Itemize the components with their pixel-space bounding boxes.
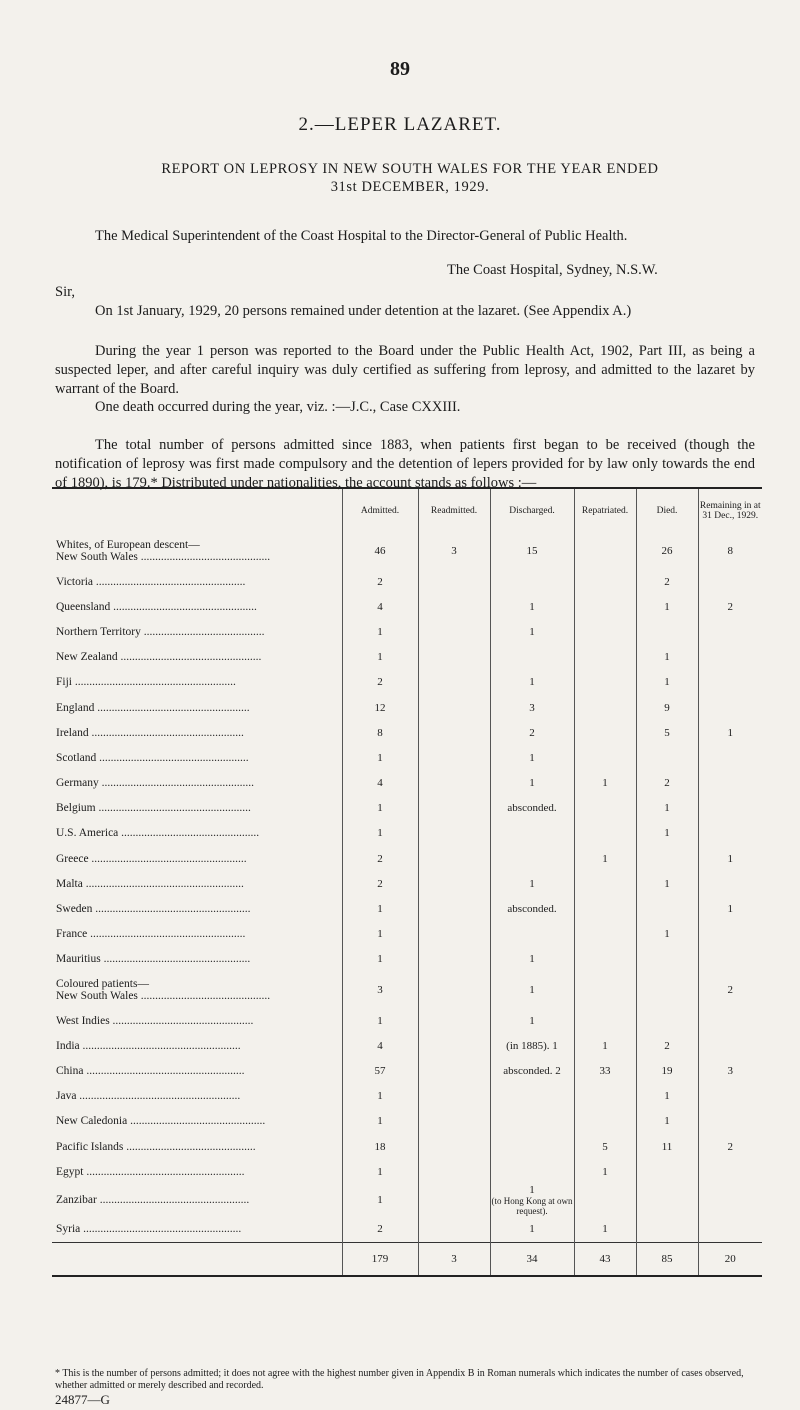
cell-died <box>636 896 698 921</box>
cell-repatriated: 5 <box>574 1134 636 1159</box>
cell-admitted: 4 <box>342 771 418 796</box>
cell-readmitted <box>418 796 490 821</box>
cell-readmitted <box>418 1084 490 1109</box>
table-row <box>52 1216 762 1242</box>
cell-admitted: 2 <box>342 670 418 695</box>
cell-repatriated <box>574 670 636 695</box>
table-row <box>52 569 762 594</box>
totals-row <box>52 1242 762 1276</box>
cell-died <box>636 1184 698 1216</box>
cell-repatriated <box>574 922 636 947</box>
row-label <box>52 670 342 695</box>
section-title: 2.—LEPER LAZARET. <box>298 114 502 135</box>
cell-remaining <box>698 1184 762 1216</box>
table-header-row <box>52 488 762 533</box>
total-remaining: 20 <box>698 1242 762 1276</box>
row-label <box>52 594 342 619</box>
cell-repatriated: 1 <box>574 1216 636 1242</box>
cell-admitted: 2 <box>342 569 418 594</box>
address: The Coast Hospital, Sydney, N.S.W. <box>447 262 658 278</box>
cell-remaining <box>698 821 762 846</box>
row-label <box>52 645 342 670</box>
cell-admitted: 2 <box>342 1216 418 1242</box>
cell-remaining: 2 <box>698 972 762 1008</box>
cell-admitted: 1 <box>342 896 418 921</box>
cell-discharged: absconded. 2 <box>490 1058 574 1083</box>
row-label <box>52 1216 342 1242</box>
cell-readmitted <box>418 1184 490 1216</box>
cell-readmitted <box>418 972 490 1008</box>
row-name: Northern Territory .......................................... <box>56 625 265 638</box>
row-label <box>52 1058 342 1083</box>
cell-repatriated <box>574 594 636 619</box>
cell-died: 2 <box>636 1033 698 1058</box>
row-name: Germany ..................................................... <box>56 777 255 790</box>
table-row <box>52 533 762 569</box>
row-name: New Zealand ................................................. <box>56 651 262 664</box>
row-label <box>52 1008 342 1033</box>
table-row <box>52 1008 762 1033</box>
cell-remaining: 8 <box>698 533 762 569</box>
cell-repatriated <box>574 972 636 1008</box>
cell-readmitted <box>418 594 490 619</box>
cell-remaining <box>698 1159 762 1184</box>
cell-remaining: 2 <box>698 594 762 619</box>
cell-readmitted <box>418 720 490 745</box>
row-label <box>52 1159 342 1184</box>
cell-repatriated <box>574 533 636 569</box>
row-label <box>52 846 342 871</box>
row-label <box>52 1184 342 1216</box>
row-name: Greece ...................................................... <box>56 852 247 865</box>
row-name: New South Wales ............................................. <box>56 551 271 563</box>
cell-discharged: 1 <box>490 745 574 770</box>
cell-discharged: absconded. <box>490 796 574 821</box>
cell-remaining <box>698 695 762 720</box>
print-code: 24877—G <box>55 1392 110 1407</box>
cell-died <box>636 1008 698 1033</box>
cell-remaining: 2 <box>698 1134 762 1159</box>
cell-discharged <box>490 1109 574 1134</box>
cell-discharged: 1 <box>490 619 574 644</box>
cell-readmitted <box>418 1216 490 1242</box>
row-label <box>52 720 342 745</box>
cell-discharged: 1 <box>490 871 574 896</box>
cell-discharged <box>490 1159 574 1184</box>
table-row <box>52 846 762 871</box>
cell-readmitted <box>418 695 490 720</box>
cell-readmitted <box>418 1109 490 1134</box>
cell-admitted: 1 <box>342 645 418 670</box>
table-row <box>52 871 762 896</box>
cell-died <box>636 745 698 770</box>
row-name: China ....................................................... <box>56 1064 245 1077</box>
cell-discharged <box>490 821 574 846</box>
table-row <box>52 745 762 770</box>
cell-admitted: 1 <box>342 745 418 770</box>
table-row <box>52 645 762 670</box>
cell-repatriated <box>574 871 636 896</box>
cell-remaining <box>698 1008 762 1033</box>
paragraph-4: The total number of persons admitted since 1883, when patients first began to be received (though the notification of leprosy was first made compulsory and the detention of lepers provided for by law only towards the end of 1890), is 179.* Distributed under nationalities, the account stands as follows :— <box>55 437 755 491</box>
cell-readmitted <box>418 569 490 594</box>
cell-admitted: 1 <box>342 947 418 972</box>
row-name: Victoria .................................................... <box>56 575 246 588</box>
row-name: Egypt ....................................................... <box>56 1165 245 1178</box>
cell-died: 2 <box>636 771 698 796</box>
row-name: Malta ....................................................... <box>56 877 244 890</box>
cell-repatriated <box>574 1008 636 1033</box>
row-name: New South Wales ............................................. <box>56 990 271 1002</box>
cell-remaining <box>698 645 762 670</box>
cell-died: 9 <box>636 695 698 720</box>
row-name: Zanzibar .................................................... <box>56 1194 250 1207</box>
cell-discharged: 15 <box>490 533 574 569</box>
paragraph-3: One death occurred during the year, viz. :—J.C., Case CXXIII. <box>95 399 461 415</box>
total-readmitted: 3 <box>418 1242 490 1276</box>
cell-died: 1 <box>636 796 698 821</box>
col-header-name <box>52 488 342 533</box>
cell-died: 1 <box>636 1109 698 1134</box>
table-row <box>52 720 762 745</box>
zanzibar-note: (to Hong Kong at own request). <box>491 1196 573 1217</box>
col-header-repatriated: Repatriated. <box>574 488 636 533</box>
cell-remaining <box>698 922 762 947</box>
table-body <box>52 533 762 1276</box>
cell-died: 2 <box>636 569 698 594</box>
group-heading: Coloured patients— <box>56 978 149 990</box>
cell-died <box>636 1159 698 1184</box>
cell-admitted: 1 <box>342 1184 418 1216</box>
cell-readmitted <box>418 1058 490 1083</box>
cell-discharged <box>490 645 574 670</box>
cell-readmitted <box>418 846 490 871</box>
cell-remaining <box>698 670 762 695</box>
row-label <box>52 1109 342 1134</box>
table-row <box>52 1033 762 1058</box>
cell-discharged <box>490 1084 574 1109</box>
cell-readmitted <box>418 619 490 644</box>
table-row <box>52 1084 762 1109</box>
cell-repatriated <box>574 1084 636 1109</box>
cell-readmitted <box>418 1033 490 1058</box>
cell-repatriated <box>574 896 636 921</box>
col-header-died: Died. <box>636 488 698 533</box>
cell-discharged: 1 (to Hong Kong at own request). <box>491 1184 573 1217</box>
cell-remaining <box>698 771 762 796</box>
cell-admitted: 3 <box>342 972 418 1008</box>
cell-remaining <box>698 569 762 594</box>
row-name: England ..................................................... <box>56 701 250 714</box>
table-row <box>52 972 762 1008</box>
cell-admitted: 57 <box>342 1058 418 1083</box>
salutation: Sir, <box>55 284 75 300</box>
cell-discharged: absconded. <box>490 896 574 921</box>
cell-repatriated <box>574 1184 636 1216</box>
cell-discharged: 1 <box>490 947 574 972</box>
cell-repatriated <box>574 947 636 972</box>
cell-discharged <box>490 922 574 947</box>
col-header-discharged: Discharged. <box>490 488 574 533</box>
row-name: India ....................................................... <box>56 1039 241 1052</box>
cell-died: 1 <box>636 645 698 670</box>
cell-remaining <box>698 871 762 896</box>
cell-admitted: 12 <box>342 695 418 720</box>
cell-admitted: 1 <box>342 821 418 846</box>
cell-admitted: 8 <box>342 720 418 745</box>
table-row <box>52 771 762 796</box>
cell-discharged: 1 <box>490 670 574 695</box>
cell-admitted: 1 <box>342 619 418 644</box>
group-heading: Whites, of European descent— <box>56 539 200 551</box>
row-name: New Caledonia ............................................... <box>56 1115 266 1128</box>
cell-readmitted: 3 <box>418 533 490 569</box>
table-row <box>52 1184 762 1216</box>
cell-repatriated <box>574 569 636 594</box>
cell-remaining: 1 <box>698 896 762 921</box>
cell-discharged: 1 <box>490 594 574 619</box>
row-label <box>52 619 342 644</box>
intro-line: The Medical Superintendent of the Coast Hospital to the Director-General of Public Health. <box>95 228 628 244</box>
report-title <box>90 160 730 196</box>
cell-died: 1 <box>636 670 698 695</box>
total-admitted: 179 <box>342 1242 418 1276</box>
cell-admitted: 2 <box>342 846 418 871</box>
cell-discharged <box>490 569 574 594</box>
paragraph-2: During the year 1 person was reported to the Board under the Public Health Act, 1902, Part III, as being a suspected leper, and after careful inquiry was duly certified as suffering from leprosy, and admitted to the lazaret by warrant of the Board. <box>55 343 755 397</box>
cell-died: 11 <box>636 1134 698 1159</box>
row-label <box>52 947 342 972</box>
cell-died <box>636 1216 698 1242</box>
paragraph-1: On 1st January, 1929, 20 persons remained under detention at the lazaret. (See Appendix A.) <box>95 303 632 319</box>
cell-discharged: 1 <box>490 1008 574 1033</box>
cell-repatriated <box>574 619 636 644</box>
cell-died: 26 <box>636 533 698 569</box>
cell-readmitted <box>418 947 490 972</box>
cell-remaining <box>698 1109 762 1134</box>
table-row <box>52 947 762 972</box>
cell-remaining <box>698 947 762 972</box>
row-label <box>52 896 342 921</box>
table-row <box>52 594 762 619</box>
row-label <box>52 821 342 846</box>
cell-readmitted <box>418 1134 490 1159</box>
table-row <box>52 1058 762 1083</box>
cell-readmitted <box>418 1008 490 1033</box>
cell-remaining <box>698 1216 762 1242</box>
cell-repatriated: 1 <box>574 1159 636 1184</box>
row-name: Queensland .................................................. <box>56 600 257 613</box>
row-label <box>52 796 342 821</box>
col-header-readmitted: Readmitted. <box>418 488 490 533</box>
report-title-line1: REPORT ON LEPROSY IN NEW SOUTH WALES FOR THE YEAR ENDED <box>161 161 659 177</box>
cell-died <box>636 972 698 1008</box>
cell-died: 19 <box>636 1058 698 1083</box>
row-name: Ireland ..................................................... <box>56 726 244 739</box>
table-row <box>52 670 762 695</box>
cell-died <box>636 619 698 644</box>
cell-died: 1 <box>636 871 698 896</box>
cell-admitted: 4 <box>342 1033 418 1058</box>
row-name: West Indies ................................................. <box>56 1014 254 1027</box>
cell-readmitted <box>418 745 490 770</box>
cell-remaining: 3 <box>698 1058 762 1083</box>
cell-died <box>636 846 698 871</box>
footnote: * This is the number of persons admitted; it does not agree with the highest number given in Appendix B in Roman numerals which indicates the number of cases observed, whether admitted or merely described and recorded. <box>55 1368 744 1391</box>
cell-readmitted <box>418 645 490 670</box>
cell-repatriated: 1 <box>574 846 636 871</box>
cell-readmitted <box>418 771 490 796</box>
cell-admitted: 1 <box>342 922 418 947</box>
row-label <box>52 1084 342 1109</box>
nationality-table <box>52 487 762 1277</box>
cell-discharged: 2 <box>490 720 574 745</box>
cell-remaining <box>698 796 762 821</box>
row-name: Java ........................................................ <box>56 1090 241 1103</box>
row-name: France ...................................................... <box>56 928 246 941</box>
cell-discharged: 3 <box>490 695 574 720</box>
cell-admitted: 2 <box>342 871 418 896</box>
cell-died: 1 <box>636 594 698 619</box>
row-label <box>52 771 342 796</box>
cell-repatriated <box>574 796 636 821</box>
row-label <box>52 922 342 947</box>
cell-readmitted <box>418 871 490 896</box>
row-name: U.S. America ................................................ <box>56 827 260 840</box>
table-row <box>52 896 762 921</box>
cell-remaining: 1 <box>698 720 762 745</box>
cell-readmitted <box>418 670 490 695</box>
col-header-remaining: Remaining in at 31 Dec., 1929. <box>698 488 762 533</box>
cell-discharged <box>490 846 574 871</box>
table-row <box>52 1159 762 1184</box>
row-label <box>52 569 342 594</box>
cell-readmitted <box>418 922 490 947</box>
cell-repatriated: 33 <box>574 1058 636 1083</box>
cell-admitted: 4 <box>342 594 418 619</box>
cell-died <box>636 947 698 972</box>
cell-repatriated <box>574 821 636 846</box>
table-row <box>52 1134 762 1159</box>
cell-remaining <box>698 1084 762 1109</box>
cell-died: 1 <box>636 821 698 846</box>
table-row <box>52 796 762 821</box>
cell-discharged: 1 <box>490 1216 574 1242</box>
cell-repatriated <box>574 695 636 720</box>
cell-repatriated: 1 <box>574 1033 636 1058</box>
row-name: Pacific Islands ............................................. <box>56 1140 256 1153</box>
cell-admitted: 1 <box>342 1109 418 1134</box>
cell-readmitted <box>418 896 490 921</box>
cell-died: 1 <box>636 1084 698 1109</box>
cell-repatriated: 1 <box>574 771 636 796</box>
table-row <box>52 619 762 644</box>
row-label <box>52 1033 342 1058</box>
cell-discharged: 1 <box>490 771 574 796</box>
row-name: Syria ....................................................... <box>56 1222 242 1235</box>
report-title-line2: 31st DECEMBER, 1929. <box>330 179 490 195</box>
row-name: Mauritius ................................................... <box>56 953 251 966</box>
row-label <box>52 695 342 720</box>
cell-admitted: 1 <box>342 1008 418 1033</box>
cell-admitted: 46 <box>342 533 418 569</box>
cell-remaining <box>698 1033 762 1058</box>
row-label <box>52 871 342 896</box>
cell-discharged <box>490 1134 574 1159</box>
totals-label <box>52 1242 342 1276</box>
row-name: Fiji ........................................................ <box>56 676 236 689</box>
row-label <box>52 745 342 770</box>
cell-readmitted <box>418 1159 490 1184</box>
total-repatriated: 43 <box>574 1242 636 1276</box>
row-label <box>52 533 342 569</box>
col-header-admitted: Admitted. <box>342 488 418 533</box>
cell-discharged: (in 1885). 1 <box>490 1033 574 1058</box>
table-row <box>52 695 762 720</box>
cell-repatriated <box>574 645 636 670</box>
row-label <box>52 1134 342 1159</box>
cell-discharged: 1 <box>490 972 574 1008</box>
table-row <box>52 821 762 846</box>
cell-died: 5 <box>636 720 698 745</box>
cell-remaining <box>698 619 762 644</box>
row-name: Sweden ...................................................... <box>56 903 251 916</box>
cell-remaining <box>698 745 762 770</box>
cell-admitted: 1 <box>342 1159 418 1184</box>
table-row <box>52 1109 762 1134</box>
cell-admitted: 18 <box>342 1134 418 1159</box>
cell-repatriated <box>574 720 636 745</box>
cell-admitted: 1 <box>342 796 418 821</box>
total-discharged: 34 <box>490 1242 574 1276</box>
page-number: 89 <box>390 58 410 80</box>
cell-remaining: 1 <box>698 846 762 871</box>
total-died: 85 <box>636 1242 698 1276</box>
row-name: Scotland .................................................... <box>56 751 249 764</box>
row-name: Belgium ..................................................... <box>56 802 251 815</box>
cell-readmitted <box>418 821 490 846</box>
table-row <box>52 922 762 947</box>
cell-died: 1 <box>636 922 698 947</box>
cell-repatriated <box>574 1109 636 1134</box>
cell-admitted: 1 <box>342 1084 418 1109</box>
row-label <box>52 972 342 1008</box>
cell-repatriated <box>574 745 636 770</box>
